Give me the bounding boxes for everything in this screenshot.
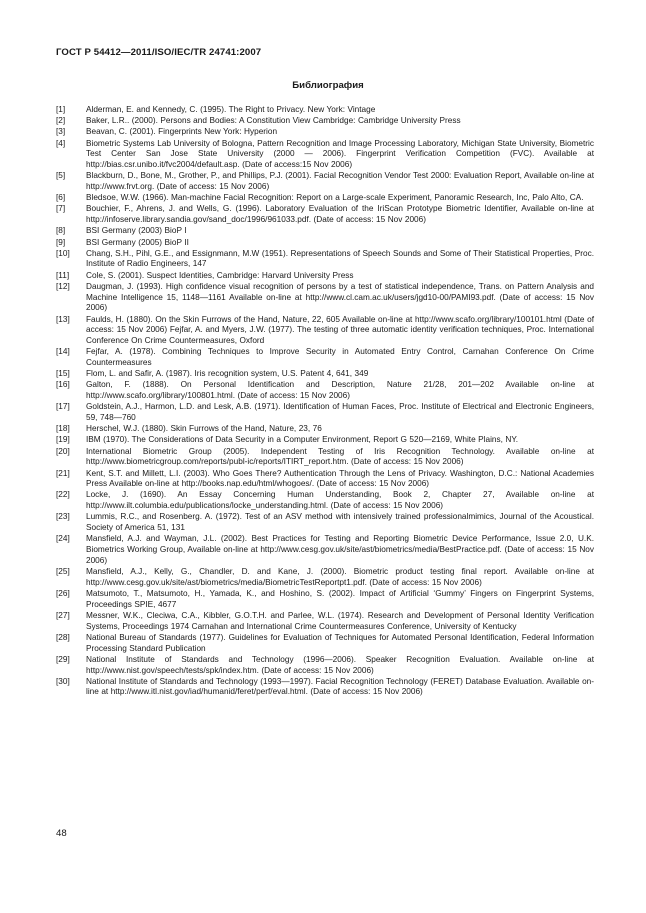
entry-number: [17] xyxy=(56,402,70,412)
entry-text: Fejfar, A. (1978). Combining Techniques to Improve Security in Automated Entry Control, Carnahan Conference On Crime Countermeasures xyxy=(86,347,594,367)
entry-number: [2] xyxy=(56,116,66,126)
bibliography-entry xyxy=(56,105,594,116)
bibliography-entry xyxy=(56,139,594,171)
entry-text: Daugman, J. (1993). High confidence visual recognition of persons by a test of statistical independence, Trans. on Pattern Analysis and Machine Intelligence 15, 1148—1161 Available on-line at http://www.cl.cam.ac.uk/users/jgd10-00/PAMI93.pdf. (Date of access: 15 Nov 2006) xyxy=(86,281,594,313)
entry-number: [10] xyxy=(56,248,70,258)
entry-number: [20] xyxy=(56,446,70,456)
entry-text: Messner, W.K., Cleciwa, C.A., Kibbler, G.O.T.H. and Parlee, W.L. (1974). Research and Development of Personal Identity Verification Systems, Proceedings 1974 Carnahan and International Crime Countermeasures Conference, University of Kentucky xyxy=(86,610,594,631)
bibliography-entry xyxy=(56,633,594,655)
entry-number: [5] xyxy=(56,171,66,181)
entry-number: [15] xyxy=(56,369,70,379)
entry-number: [29] xyxy=(56,654,70,664)
entry-text: Goldstein, A.J., Harmon, L.D. and Lesk, A.B. (1971). Identification of Human Faces, Proc. Institute of Electrical and Electronic Engineers, 59, 748—760 xyxy=(86,402,594,422)
entry-number: [16] xyxy=(56,380,70,390)
entry-text: Beavan, C. (2001). Fingerprints New York: Hyperion xyxy=(86,127,278,137)
entry-text: Bouchier, F., Ahrens, J. and Wells, G. (1996). Laboratory Evaluation of the IriScan Prototype Biometric Identifier, Available on-line at http://infoserve.library.sandia.gov/sand_doc/1996/961033.pdf. (Date of access: 15 Nov 2006) xyxy=(86,204,594,225)
bibliography-entry xyxy=(56,282,594,314)
entry-text: Locke, J. (1690). An Essay Concerning Human Understanding, Book 2, Chapter 27, Available on-line at http://www.ilt.columbia.edu/publications/locke_understanding.html. (Date of access: 15 Nov 2006) xyxy=(86,490,594,511)
entry-number: [13] xyxy=(56,314,70,324)
entry-text: International Biometric Group (2005). Independent Testing of Iris Recognition Technology. Available on-line at http://www.biometricgroup.com/reports/publ-ic/reports/ITIRT_report.htm. (Date of access: 15 Nov 2006) xyxy=(86,446,594,467)
bibliography-entry xyxy=(56,512,594,534)
entry-text: National Institute of Standards and Technology (1996—2006). Speaker Recognition Evaluation. Available on-line at http://www.nist.gov/speech/tests/spk/index.htm. (Date of access: 15 Nov 2006) xyxy=(86,654,594,675)
entry-number: [30] xyxy=(56,676,70,686)
bibliography-entry xyxy=(56,402,594,424)
entry-text: Kent, S.T. and Millett, L.I. (2003). Who Goes There? Authentication Through the Lens of Privacy. Washington, D.C.: National Academies Press Available on-line at http://books.nap.edu/html/whogoes/. (Date of access: 15 Nov 2006) xyxy=(86,468,594,489)
entry-number: [12] xyxy=(56,281,70,291)
entry-text: National Bureau of Standards (1977). Guidelines for Evaluation of Techniques for Automated Personal Identification, Federal Information Processing Standard Publication xyxy=(86,632,594,653)
bibliography-entry xyxy=(56,193,594,204)
entry-text: Biometric Systems Lab University of Bologna, Pattern Recognition and Image Processing Laboratory, Michigan State University, Biometric Test Center San Jose State University (2000 — 2006). Fingerprint Verification Competition (FVC). Available at http://bias.csr.unibo.it/fvc2004/default.asp. (Date of access:15 Nov 2006) xyxy=(86,138,594,170)
entry-text: Matsumoto, T., Matsumoto, H., Yamada, K., and Hoshino, S. (2002). Impact of Artificial ‘Gummy’ Fingers on Fingerprint Systems, Proceedings SPIE, 4677 xyxy=(86,588,594,609)
entry-text: Bledsoe, W.W. (1966). Man-machine Facial Recognition: Report on a Large-scale Experiment, Panoramic Research, Inc, Palo Alto, CA. xyxy=(86,193,584,203)
bibliography-entry xyxy=(56,567,594,589)
entry-number: [3] xyxy=(56,127,66,137)
bibliography-entry xyxy=(56,380,594,402)
bibliography-entry xyxy=(56,611,594,633)
entry-number: [25] xyxy=(56,567,70,576)
bibliography-entry xyxy=(56,677,594,699)
bibliography-entry xyxy=(56,424,594,435)
bibliography-entry xyxy=(56,116,594,127)
bibliography-title: Библиография xyxy=(292,80,364,91)
entry-number: [26] xyxy=(56,588,70,598)
entry-number: [4] xyxy=(56,138,66,148)
entry-text: National Institute of Standards and Technology (1993—1997). Facial Recognition Technology (FERET) Database Evaluation. Available on-line at http://www.itl.nist.gov/iad/humanid/feret/perf/eval.html. (Date of access: 15 Nov 2006) xyxy=(86,676,594,697)
entry-text: Herschel, W.J. (1880). Skin Furrows of the Hand, Nature, 23, 76 xyxy=(86,424,322,434)
entry-number: [8] xyxy=(56,226,66,236)
bibliography-entry xyxy=(56,435,594,446)
bibliography-entry xyxy=(56,204,594,226)
entry-text: Mansfield, A.J. and Wayman, J.L. (2002). Best Practices for Testing and Reporting Biometric Device Performance, Issue 2.0, U.K. Biometrics Working Group, Available on-line at http://www.cesg.gov.uk/site/ast/biometrics/media/BestPractice.pdf. (Date of access: 15 Nov 2006) xyxy=(86,534,594,565)
entry-number: [24] xyxy=(56,534,70,544)
bibliography-entry xyxy=(56,469,594,491)
entry-number: [21] xyxy=(56,468,70,478)
entry-text: Blackburn, D., Bone, M., Grother, P., and Phillips, P.J. (2001). Facial Recognition Vendor Test 2000: Evaluation Report, Available on-line at http://www.frvt.org. (Date of access: 15 Nov 2006) xyxy=(86,171,594,191)
entry-number: [22] xyxy=(56,490,70,500)
bibliography-entry xyxy=(56,226,594,237)
entry-text: Cole, S. (2001). Suspect Identities, Cambridge: Harvard University Press xyxy=(86,270,354,280)
bibliography-entry xyxy=(56,171,594,193)
entry-number: [11] xyxy=(56,270,70,280)
entry-number: [6] xyxy=(56,193,66,203)
entry-text: Chang, S.H., Pihl, G.E., and Essignmann, M.W (1951). Representations of Speech Sounds and Some of Their Statistical Properties, Proc. Institute of Radio Engineers, 147 xyxy=(86,248,594,269)
entry-number: [7] xyxy=(56,204,66,214)
entry-text: Mansfield, A.J., Kelly, G., Chandler, D. and Kane, J. (2000). Biometric product testing final report. Available on-line at http://www.cesg.gov.uk/site/ast/biometrics/media/BiometricTestReportpt1.pdf. (Date of access: 15 Nov 2006) xyxy=(86,567,594,587)
entry-text: Alderman, E. and Kennedy, C. (1995). The Right to Privacy. New York: Vintage xyxy=(86,105,376,114)
bibliography-entry xyxy=(56,534,594,566)
entry-number: [9] xyxy=(56,237,66,247)
entry-text: Galton, F. (1888). On Personal Identification and Description, Nature 21/28, 201—202 Available on-line at http://www.scafo.org/library/100801.html. (Date of access: 15 Nov 2006) xyxy=(86,380,594,401)
bibliography-entry xyxy=(56,655,594,677)
entry-text: Baker, L.R.. (2000). Persons and Bodies: A Constitution View Cambridge: Cambridge University Press xyxy=(86,116,461,126)
entry-text: BSI Germany (2005) BioP II xyxy=(86,237,189,247)
bibliography-entry xyxy=(56,347,594,369)
entry-number: [18] xyxy=(56,424,70,434)
standard-id-header: ГОСТ Р 54412—2011/ISO/IEC/TR 24741:2007 xyxy=(56,47,262,58)
page-number: 48 xyxy=(56,828,67,839)
bibliography-entry xyxy=(56,271,594,282)
entry-text: IBM (1970). The Considerations of Data Security in a Computer Environment, Report G 520—2169, White Plains, NY. xyxy=(86,435,519,445)
bibliography-entry xyxy=(56,315,594,347)
bibliography-entry xyxy=(56,490,594,512)
bibliography-entry xyxy=(56,249,594,271)
entry-number: [19] xyxy=(56,435,70,445)
entry-number: [27] xyxy=(56,610,70,620)
entry-text: BSI Germany (2003) BioP I xyxy=(86,226,187,236)
bibliography-entry xyxy=(56,369,594,380)
bibliography-entry xyxy=(56,447,594,469)
entry-text: Faulds, H. (1880). On the Skin Furrows of the Hand, Nature, 22, 605 Available on-line at http://www.scafo.org/library/100101.html (Date of access: 15 Nov 2006) Fejfar, A. and Myers, J.W. (1977). The testing of three automatic identity verification techniques, Proc. International Conference On Crime Countermeasures, Oxford xyxy=(86,314,594,345)
entry-number: [1] xyxy=(56,105,66,114)
entry-number: [23] xyxy=(56,512,70,522)
entry-text: Lummis, R.C., and Rosenberg. A. (1972). Test of an ASV method with intensively trained professionalmimics, Journal of the Acoustical. Society of America 51, 131 xyxy=(86,512,594,533)
entry-number: [14] xyxy=(56,347,70,357)
entry-number: [28] xyxy=(56,632,70,642)
bibliography-entry xyxy=(56,127,594,138)
entry-text: Flom, L. and Safir, A. (1987). Iris recognition system, U.S. Patent 4, 641, 349 xyxy=(86,369,369,379)
bibliography-entry xyxy=(56,589,594,611)
bibliography-entry xyxy=(56,238,594,249)
bibliography-list xyxy=(56,105,594,699)
